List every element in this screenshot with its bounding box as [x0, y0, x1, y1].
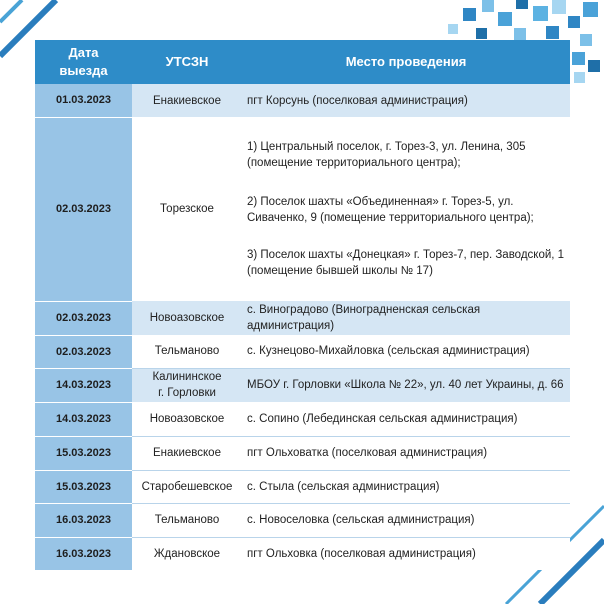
- row-dept: [132, 117, 242, 301]
- row-dept: [132, 335, 242, 368]
- header-date-line2: выезда: [59, 63, 108, 78]
- dept-text: Торезское: [160, 203, 214, 215]
- row-dept: [132, 402, 242, 436]
- dept-text: Тельманово: [154, 345, 220, 358]
- row-place: [242, 117, 570, 301]
- table-row: [35, 117, 570, 301]
- table-row: [35, 84, 570, 117]
- place-text: пгт Корсунь (поселковая администрация): [247, 94, 468, 107]
- row-place: [242, 368, 570, 402]
- row-place: [242, 402, 570, 436]
- place-text: 2) Поселок шахты «Объединенная» г. Торез-5, ул. Сиваченко, 9 (помещение территориального центра);: [247, 196, 534, 224]
- row-place: [242, 537, 570, 570]
- row-date: 14.03.2023: [35, 368, 132, 402]
- row-date: 16.03.2023: [35, 503, 132, 537]
- dept-text: г. Горловки: [158, 387, 216, 400]
- header-date: [35, 40, 132, 84]
- dept-text: Калининское: [152, 371, 222, 384]
- header-place: Место проведения: [242, 40, 570, 84]
- row-date: 15.03.2023: [35, 436, 132, 470]
- table-header-row: [35, 40, 570, 84]
- place-text: пгт Ольховка (поселковая администрация): [247, 547, 476, 560]
- place-text: 1) Центральный поселок, г. Торез-3, ул. Ленина, 305 (помещение территориального центра);: [247, 141, 526, 169]
- row-place: [242, 301, 570, 335]
- row-dept: [132, 537, 242, 570]
- row-date: 14.03.2023: [35, 402, 132, 436]
- dept-text: Енакиевское: [153, 94, 221, 107]
- row-date: 16.03.2023: [35, 537, 132, 570]
- row-dept: [132, 301, 242, 335]
- row-place: [242, 503, 570, 537]
- row-date: 02.03.2023: [35, 335, 132, 368]
- row-date: 02.03.2023: [35, 117, 132, 301]
- table-row: [35, 537, 570, 570]
- table-row: [35, 503, 570, 537]
- row-dept: [132, 470, 242, 503]
- place-text: с. Новоселовка (сельская администрация): [247, 514, 475, 526]
- place-text: с. Виноградово (Виноградненская сельская администрация): [247, 304, 481, 332]
- row-place: [242, 335, 570, 368]
- dept-text: Тельманово: [154, 514, 220, 526]
- header-dept: УТСЗН: [132, 40, 242, 84]
- row-dept: [132, 436, 242, 470]
- table-row: [35, 402, 570, 436]
- table-row: [35, 301, 570, 335]
- table-row: [35, 436, 570, 470]
- place-text: 3) Поселок шахты «Донецкая» г. Торез-7, пер. Заводской, 1 (помещение бывшей школы № 17): [247, 249, 565, 277]
- row-dept: [132, 368, 242, 402]
- row-date: 01.03.2023: [35, 84, 132, 117]
- table-row: [35, 335, 570, 368]
- header-date-line1: Дата: [68, 45, 99, 60]
- dept-text: Ждановское: [153, 547, 221, 560]
- dept-text: Енакиевское: [153, 447, 221, 459]
- table-row: [35, 470, 570, 503]
- row-date: 02.03.2023: [35, 301, 132, 335]
- schedule-table: [35, 40, 570, 571]
- place-text: с. Сопино (Лебединская сельская администрация): [247, 412, 518, 425]
- place-text: с. Стыла (сельская администрация): [247, 480, 440, 493]
- row-date: 15.03.2023: [35, 470, 132, 503]
- dept-text: Новоазовское: [149, 312, 225, 324]
- row-place: [242, 84, 570, 117]
- place-text: с. Кузнецово-Михайловка (сельская администрация): [247, 345, 530, 358]
- row-dept: [132, 84, 242, 117]
- table-row: [35, 368, 570, 402]
- row-place: [242, 436, 570, 470]
- place-text: пгт Ольховатка (поселковая администрация): [247, 447, 488, 459]
- row-place: [242, 470, 570, 503]
- row-dept: [132, 503, 242, 537]
- place-text: МБОУ г. Горловки «Школа № 22», ул. 40 лет Украины, д. 66: [247, 379, 564, 392]
- dept-text: Новоазовское: [149, 412, 225, 425]
- dept-text: Старобешевское: [141, 480, 233, 493]
